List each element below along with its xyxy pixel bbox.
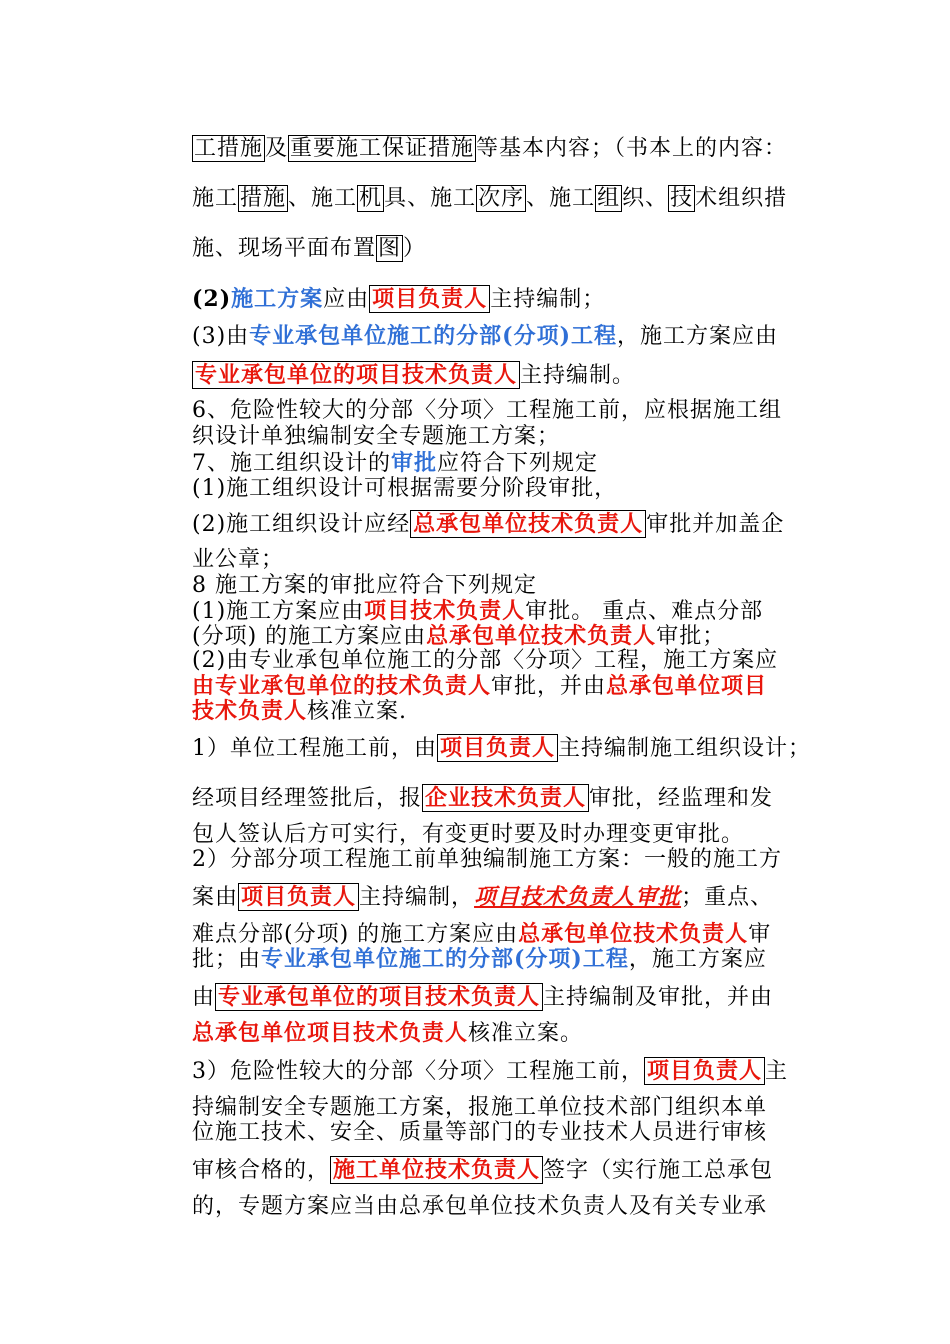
text-run: 、施工: [288, 186, 358, 211]
text-line: [192, 822, 832, 848]
text-run: 审批，并由: [491, 674, 607, 699]
text-run: (2)由专业承包单位施工的分部〈分项〉工程，施工方案应: [192, 648, 779, 673]
boxed-term: 重要施工保证措施: [290, 136, 475, 161]
text-run: (1)施工组织设计可根据需要分阶段审批，: [192, 476, 618, 501]
boxed-term: 机: [359, 186, 383, 211]
text-line: [192, 648, 832, 674]
text-run: 主持编制；: [490, 287, 606, 312]
highlight-term: (2): [192, 286, 232, 312]
boxed-term: 组: [597, 186, 621, 211]
text-run: 具、施工: [384, 186, 477, 211]
text-line: [192, 136, 832, 162]
boxed-term: 技: [670, 186, 694, 211]
text-line: [192, 362, 832, 389]
boxed-term: 项目负责人: [369, 285, 490, 313]
text-line: [192, 623, 832, 650]
highlight-term: 审批: [391, 450, 438, 476]
highlight-term: 总承包单位技术负责人: [426, 623, 657, 649]
text-run: 经项目经理签批后，报: [192, 786, 423, 811]
text-line: [192, 186, 832, 212]
text-line: [192, 598, 832, 625]
boxed-term: 专业承包单位的项目技术负责人: [192, 361, 520, 389]
text-line: [192, 785, 832, 812]
text-line: [192, 323, 832, 350]
text-run: 案由: [192, 885, 239, 910]
text-line: [192, 547, 832, 573]
text-run: 包人签认后方可实行，有变更时要及时办理变更审批。: [192, 822, 745, 847]
text-line: [192, 884, 832, 911]
text-run: 业公章；: [192, 547, 285, 572]
text-run: 由: [192, 985, 216, 1010]
highlight-term: 技术负责人: [192, 698, 308, 724]
boxed-term: 总承包单位技术负责人: [410, 510, 646, 538]
boxed-term: 工措施: [194, 136, 264, 161]
text-run: 1）单位工程施工前，由: [192, 736, 437, 761]
text-run: 签字（实行施工总承包: [543, 1158, 774, 1183]
text-run: 难点分部(分项) 的施工方案应由: [192, 922, 519, 947]
text-run: ，施工方案应由: [617, 324, 779, 349]
text-run: 审批并加盖企: [646, 512, 785, 537]
text-run: 审: [748, 922, 772, 947]
text-run: (3)由: [192, 324, 250, 349]
text-line: [192, 1095, 832, 1121]
text-run: 施工: [192, 186, 239, 211]
text-run: 主持编制施工组织设计；: [558, 736, 812, 761]
text-run: 审批；: [656, 624, 726, 649]
text-run: (1)施工方案应由: [192, 599, 365, 624]
highlight-term: 施工方案: [231, 286, 324, 312]
text-run: ；重点、: [681, 885, 774, 910]
text-line: [192, 1194, 832, 1220]
text-line: [192, 236, 832, 262]
boxed-term: 措施: [240, 186, 287, 211]
text-line: [192, 698, 832, 725]
text-run: 主持编制。: [520, 363, 636, 388]
text-run: 3）危险性较大的分部〈分项〉工程施工前，: [192, 1059, 644, 1084]
highlight-term: 专业承包单位施工的分部(分项)工程: [249, 323, 617, 349]
text-run: 8 施工方案的审批应符合下列规定: [192, 573, 537, 598]
boxed-term: 企业技术负责人: [422, 784, 589, 812]
text-run: ）: [403, 236, 427, 261]
text-run: 审批。 重点、难点分部: [525, 599, 764, 624]
text-run: (2)施工组织设计应经: [192, 512, 411, 537]
text-run: 及: [265, 136, 289, 161]
highlight-term: 专业承包单位施工的分部(分项)工程: [261, 946, 629, 972]
text-run: 核准立案.: [307, 699, 408, 724]
text-run: 应由: [323, 287, 370, 312]
text-run: 6、危险性较大的分部〈分项〉工程施工前，应根据施工组: [192, 398, 782, 423]
highlight-term: 项目技术负责人审批: [474, 884, 682, 910]
text-line: [192, 511, 832, 538]
text-line: [192, 673, 832, 700]
text-run: 主: [765, 1059, 789, 1084]
highlight-term: 由专业承包单位的技术负责人: [192, 673, 492, 699]
boxed-term: 次序: [478, 186, 525, 211]
boxed-term: 专业承包单位的项目技术负责人: [215, 983, 543, 1011]
highlight-term: 总承包单位技术负责人: [518, 921, 749, 947]
text-run: 主持编制，: [359, 885, 475, 910]
text-run: 7、施工组织设计的: [192, 451, 391, 476]
text-run: 织、: [622, 186, 669, 211]
text-run: 织设计单独编制安全专题施工方案；: [192, 424, 561, 449]
text-run: 持编制安全专题施工方案，报施工单位技术部门组织本单: [192, 1095, 768, 1120]
boxed-term: 项目负责人: [644, 1057, 765, 1085]
boxed-term: 项目负责人: [437, 734, 558, 762]
text-run: 等基本内容；（书本上的内容：: [476, 136, 788, 161]
boxed-term: 图: [378, 236, 402, 261]
highlight-term: 总承包单位项目: [606, 673, 768, 699]
text-line: [192, 946, 832, 973]
text-run: 位施工技术、安全、质量等部门的专业技术人员进行审核: [192, 1120, 768, 1145]
text-run: 、施工: [526, 186, 596, 211]
highlight-term: 项目技术负责人: [364, 598, 526, 624]
boxed-term: 施工单位技术负责人: [330, 1156, 543, 1184]
text-run: 术组织措: [695, 186, 788, 211]
text-run: 的，专题方案应当由总承包单位技术负责人及有关专业承: [192, 1194, 768, 1219]
text-line: [192, 476, 832, 502]
text-run: 审核合格的，: [192, 1158, 331, 1183]
text-line: [192, 1020, 832, 1047]
text-line: [192, 1058, 832, 1085]
text-line: [192, 1120, 832, 1146]
text-line: [192, 398, 832, 424]
text-line: [192, 424, 832, 450]
text-run: 核准立案。: [468, 1021, 584, 1046]
text-run: 主持编制及审批，并由: [543, 985, 774, 1010]
text-run: 施、现场平面布置: [192, 236, 377, 261]
text-line: [192, 921, 832, 948]
text-line: [192, 1157, 832, 1184]
text-line: [192, 573, 832, 599]
text-run: 批；由: [192, 947, 262, 972]
text-line: [192, 286, 832, 313]
text-line: [192, 450, 832, 477]
text-run: (分项) 的施工方案应由: [192, 624, 427, 649]
boxed-term: 项目负责人: [238, 883, 359, 911]
text-run: 审批，经监理和发: [589, 786, 774, 811]
text-line: [192, 735, 832, 762]
text-line: [192, 984, 832, 1011]
text-run: 2）分部分项工程施工前单独编制施工方案：一般的施工方: [192, 847, 782, 872]
highlight-term: 总承包单位项目技术负责人: [192, 1020, 469, 1046]
text-run: 应符合下列规定: [437, 451, 599, 476]
text-line: [192, 847, 832, 873]
text-run: ，施工方案应: [628, 947, 767, 972]
